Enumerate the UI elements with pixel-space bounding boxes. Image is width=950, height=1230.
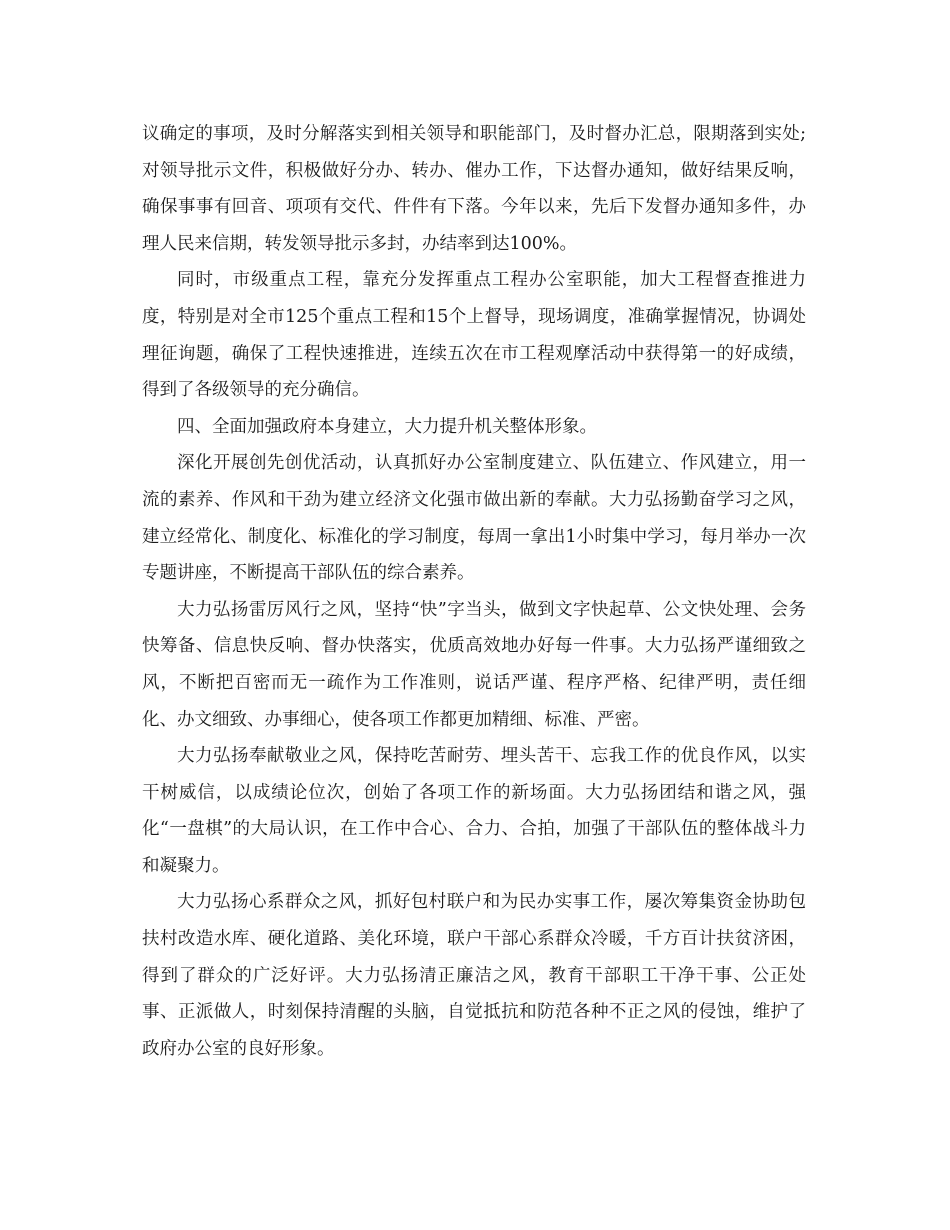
section-heading-four: 四、全面加强政府本身建立，大力提升机关整体形象。 [177,416,597,437]
paragraph-continuation: 议确定的事项，及时分解落实到相关领导和职能部门，及时督办汇总，限期落到实处;对领导批示文件，积极做好分办、转办、催办工作，下达督办通知，做好结果反响，确保事事有回音、项项有交代、件件有下落。今年以来，先后下发督办通知多件，办理人民来信期，转发领导批示多封，办结率到达100%。 [142,124,806,254]
paragraph-people-style: 大力弘扬心系群众之风，抓好包村联户和为民办实事工作，屡次筹集资金协助包扶村改造水库、硬化道路、美化环境，联户干部心系群众冷暖，千方百计扶贫济困，得到了群众的广泛好评。大力弘扬清正廉洁之风，教育干部职工干净干事、公正处事、正派做人，时刻保持清醒的头脑，自觉抵抗和防范各种不正之风的侵蚀，维护了政府办公室的良好形象。 [142,892,806,1059]
paragraph-key-projects: 同时，市级重点工程，靠充分发挥重点工程办公室职能，加大工程督查推进力度，特别是对全市125个重点工程和15个上督导，现场调度，准确掌握情况，协调处理征询题，确保了工程快速推进，连续五次在市工程观摩活动中获得第一的好成绩，得到了各级领导的充分确信。 [142,270,806,401]
paragraph-efficiency-style: 大力弘扬雷厉风行之风，坚持“快”字当头，做到文字快起草、公文快处理、会务快筹备、信息快反响、督办快落实，优质高效地办好每一件事。大力弘扬严谨细致之风，不断把百密而无一疏作为工作准则，说话严谨、程序严格、纪律严明，责任细化、办文细致、办事细心，使各项工作都更加精细、标准、严密。 [142,599,806,730]
paragraph-dedication-style: 大力弘扬奉献敬业之风，保持吃苦耐劳、埋头苦干、忘我工作的优良作风，以实干树威信，以成绩论位次，创始了各项工作的新场面。大力弘扬团结和谐之风，强化“一盘棋”的大局认识，在工作中合心、合力、合拍，加强了干部队伍的整体战斗力和凝聚力。 [142,746,806,876]
paragraph-study-style: 深化开展创先创优活动，认真抓好办公室制度建立、队伍建立、作风建立，用一流的素养、作风和干劲为建立经济文化强市做出新的奉献。大力弘扬勤奋学习之风，建立经常化、制度化、标准化的学习制度，每周一拿出1小时集中学习，每月举办一次专题讲座，不断提高干部队伍的综合素养。 [142,453,806,584]
document-body [142,116,806,1067]
